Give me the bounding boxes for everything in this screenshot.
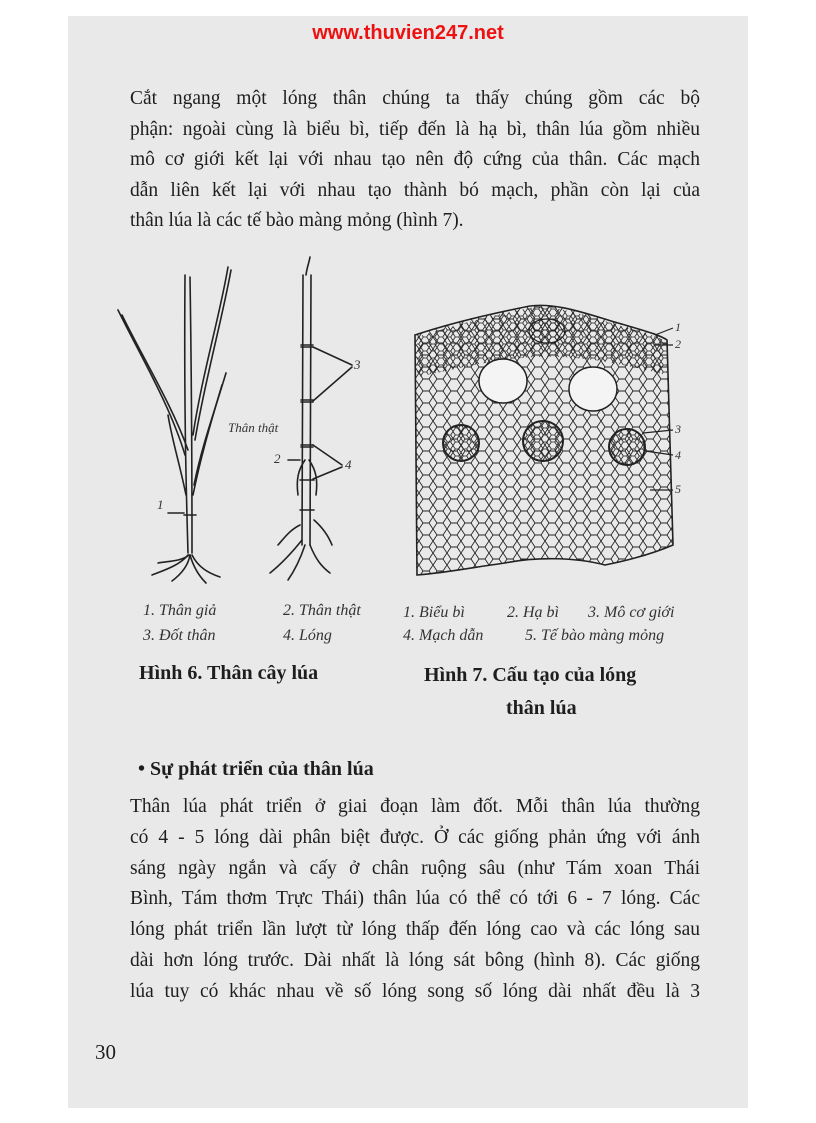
figure-6-marker-3: 3: [354, 357, 361, 372]
figure-6-marker-4: 4: [345, 457, 352, 472]
text-line: thân lúa là các tế bào màng mỏng (hình 7).: [130, 210, 464, 231]
figure-7-legend-item: 2. Hạ bì: [507, 604, 559, 621]
text-line: phận: ngoài cùng là biểu bì, tiếp đến là hạ bì, thân lúa gồm nhiều: [130, 118, 700, 140]
figure-7-marker-3: 3: [675, 422, 681, 436]
figure-7-title: Hình 7. Cấu tạo của lóng: [424, 664, 637, 686]
figure-7-legend-item: 4. Mạch dẫn: [403, 627, 484, 644]
figure-6-plant-label: Thân thật: [228, 420, 279, 435]
figure-6-legend-item: 4. Lóng: [283, 627, 332, 644]
figure-7-legend-item: 3. Mô cơ giới: [588, 604, 675, 621]
text-line: dẫn liên kết lại với nhau tạo thành bó mạch, phần còn lại của: [130, 179, 700, 201]
text-line: có 4 - 5 lóng dài phân biệt được. Ở các giống phản ứng với ánh: [130, 826, 700, 848]
figure-7-title-line-2: thân lúa: [506, 697, 577, 719]
text-line: dài hơn lóng trước. Dài nhất là lóng sát bông (hình 8). Các giống: [130, 949, 700, 971]
figure-6-marker-2: 2: [274, 451, 281, 466]
figure-7-stem-cross-section: [405, 295, 685, 585]
text-line: Thân lúa phát triển ở giai đoạn làm đốt. Mỗi thân lúa thường: [130, 796, 700, 817]
watermark-link[interactable]: www.thuvien247.net: [312, 22, 504, 44]
figure-6-legend-item: 1. Thân giả: [143, 602, 217, 619]
figure-7-marker-4: 4: [675, 448, 681, 462]
text-line: lúa tuy có khác nhau về số lóng song số lóng dài nhất đều là 3: [130, 980, 700, 1002]
figure-7-marker-5: 5: [675, 482, 681, 496]
text-line: mô cơ giới kết lại với nhau tạo nên độ cứng của thân. Các mạch: [130, 149, 700, 170]
paragraph-1: [130, 84, 700, 237]
figure-7-marker-2: 2: [675, 337, 681, 351]
figure-7-marker-1: 1: [675, 320, 681, 334]
figure-6-legend-item: 3. Đốt thân: [143, 627, 216, 644]
figure-7-legend-item: 1. Biểu bì: [403, 604, 465, 621]
paragraph-2: [130, 792, 700, 1008]
text-line: Bình, Tám thơm Trực Thái) thân lúa có thể có tới 6 - 7 lóng. Các: [130, 888, 700, 910]
section-heading: • Sự phát triển của thân lúa: [138, 758, 374, 780]
text-line: Cắt ngang một lóng thân chúng ta thấy chúng gồm các bộ: [130, 88, 700, 109]
figure-7-legend-item: 5. Tế bào màng mỏng: [525, 627, 665, 644]
text-line: sáng ngày ngắn và cấy ở chân ruộng sâu (như Tám xoan Thái: [130, 857, 700, 879]
figure-6-title: Hình 6. Thân cây lúa: [139, 662, 319, 684]
text-line: lóng phát triển lần lượt từ lóng thấp đến lóng cao và các lóng sau: [130, 919, 700, 941]
figure-6-legend-item: 2. Thân thật: [283, 602, 361, 619]
page-number: 30: [95, 1040, 116, 1064]
figure-6-marker-1: 1: [157, 497, 164, 512]
